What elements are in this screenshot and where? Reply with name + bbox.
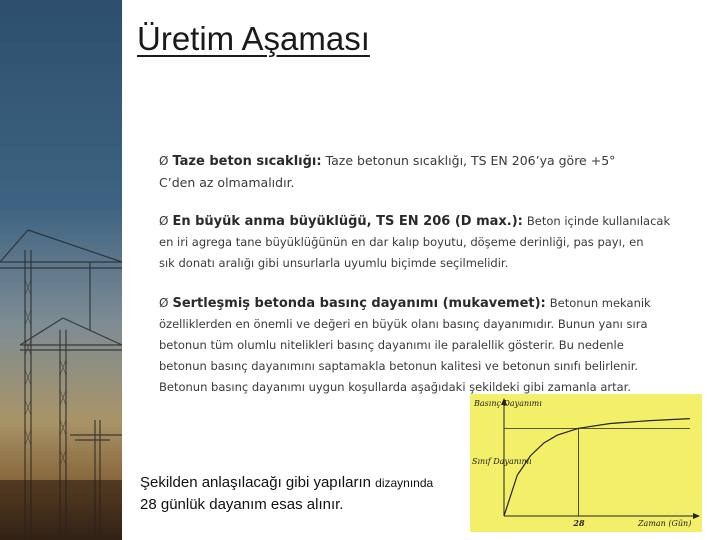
- x-axis-label: Zaman (Gün): [638, 519, 692, 528]
- x-marker-label: 28: [573, 518, 585, 528]
- reference-label: Sınıf Dayanımı: [472, 457, 532, 466]
- paragraph-line: [159, 150, 709, 172]
- crane-silhouette-image: [0, 0, 122, 540]
- paragraph-text: Betonun mekanik: [549, 296, 651, 310]
- paragraph-lead: Taze beton sıcaklığı:: [172, 154, 322, 169]
- paragraph-line: betonun tüm olumlu nitelikleri basınç dayanımı ile paralellik gösterir. Bu nedenle: [159, 338, 624, 352]
- paragraph-line: betonun basınç dayanımını saptamakla betonun kalitesi ve betonun sınıfı belirlenir.: [159, 359, 639, 373]
- strength-time-chart: [470, 394, 702, 532]
- paragraph-line: [159, 210, 709, 232]
- paragraph-text: Taze betonun sıcaklığı, TS EN 206’ya göre +5°: [325, 153, 616, 168]
- paragraph-line: Betonun basınç dayanımı uygun koşullarda aşağıdaki şekildeki gibi zamanla artar.: [159, 380, 631, 394]
- bullet-arrow-icon: Ø: [159, 296, 169, 310]
- bottom-note-small-text: dizaynında: [375, 476, 434, 490]
- series-line: [504, 419, 690, 516]
- page-title: Üretim Aşaması: [137, 20, 370, 57]
- paragraph-line: C’den az olmamalıdır.: [159, 175, 295, 190]
- bullet-arrow-icon: Ø: [159, 214, 169, 228]
- paragraph-max-aggregate-size: [159, 210, 709, 274]
- paragraph-fresh-concrete-temperature: [159, 150, 709, 193]
- paragraph-line: [159, 292, 709, 314]
- paragraph-line: özelliklerden en önemli ve değeri en büyük olanı basınç dayanımıdır. Bunun yanı sıra: [159, 317, 648, 331]
- bullet-arrow-icon: Ø: [159, 154, 169, 168]
- paragraph-text: Beton içinde kullanılacak: [526, 214, 671, 228]
- chart-svg: [470, 394, 702, 532]
- paragraph-line: en iri agrega tane büyüklüğünün en dar kalıp boyutu, döşeme derinliği, pas payı, en: [159, 235, 644, 249]
- paragraph-lead: En büyük anma büyüklüğü, TS EN 206 (D max.):: [172, 214, 523, 229]
- bottom-note-line: [140, 472, 470, 494]
- sidebar-construction-photo: [0, 0, 122, 540]
- x-axis-arrow-icon: [693, 513, 700, 519]
- bottom-note: [140, 472, 470, 516]
- paragraph-lead: Sertleşmiş betonda basınç dayanımı (mukavemet):: [172, 296, 546, 311]
- bottom-note-line: 28 günlük dayanım esas alınır.: [140, 496, 344, 513]
- paragraph-line: sık donatı aralığı gibi unsurlarla uyumlu biçimde seçilmelidir.: [159, 256, 509, 270]
- bottom-note-text: Şekilden anlaşılacağı gibi yapıların: [140, 474, 371, 491]
- paragraph-compressive-strength: [159, 292, 709, 398]
- y-axis-label: Basınç Dayanımı: [474, 399, 542, 408]
